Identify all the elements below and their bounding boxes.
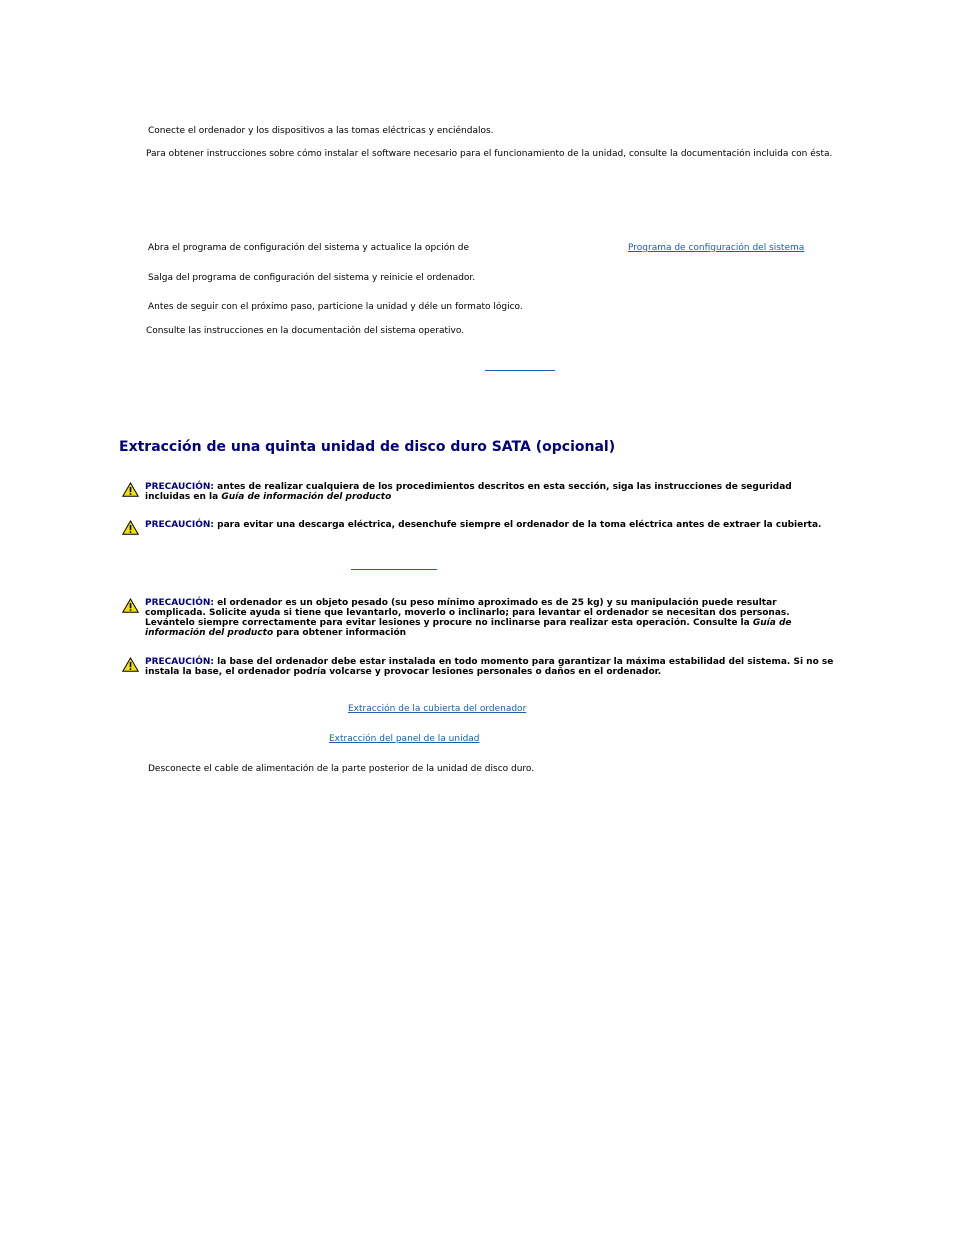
cover-removal-link[interactable]: Extracción de la cubierta del ordenador	[348, 704, 527, 714]
panel-removal-link[interactable]: Extracción del panel de la unidad	[329, 734, 480, 744]
step-software: Para obtener instrucciones sobre cómo instalar el software necesario para el funcionamiento de la unidad, consulte la documentación incluida con ésta.	[146, 149, 833, 159]
caution-text: el ordenador es un objeto pesado (su peso mínimo aproximado es de 25 kg) y su manipulación puede resultar complicada. Solicite ayuda si tiene que levantarlo, moverlo o inclinarlo; para levantar el ordenador se necesitan dos personas. Levántelo siempre correctamente para evitar lesiones y procure no inclinarse para realizar esta operación. Consulte la	[145, 598, 790, 628]
link-underline-rule[interactable]	[351, 569, 437, 570]
caution-safety-instructions	[122, 482, 834, 502]
caution-label: PRECAUCIÓN:	[145, 598, 215, 608]
caution-text: antes de realizar cualquiera de los procedimientos descritos en esta sección, siga las instrucciones de seguridad incluidas en la	[145, 482, 792, 502]
section-title: Extracción de una quinta unidad de disco duro SATA (opcional)	[119, 439, 616, 455]
caution-heavy-computer	[122, 598, 834, 638]
caution-text: la base del ordenador debe estar instalada en todo momento para garantizar la máxima estabilidad del sistema. Si no se instala la base, el ordenador podría volcarse y provocar lesiones personales o daños en el ordenador.	[145, 657, 834, 677]
link-underline-rule[interactable]	[485, 370, 555, 371]
warning-icon	[122, 482, 139, 497]
caution-label: PRECAUCIÓN:	[145, 482, 215, 492]
step-setup-open: Abra el programa de configuración del sistema y actualice la opción de	[148, 243, 470, 253]
warning-icon	[122, 657, 139, 672]
step-connect: Conecte el ordenador y los dispositivos a las tomas eléctricas y enciéndalos.	[148, 126, 494, 136]
caution-label: PRECAUCIÓN:	[145, 520, 215, 530]
caution-electric-shock	[122, 520, 834, 530]
step-os-docs: Consulte las instrucciones en la documentación del sistema operativo.	[146, 326, 465, 336]
caution-italic-text: Guía de información del producto	[221, 492, 392, 502]
warning-icon	[122, 520, 139, 535]
caution-italic-text: Guía de información del producto	[145, 618, 792, 638]
caution-text: para evitar una descarga eléctrica, desenchufe siempre el ordenador de la toma eléctrica antes de extraer la cubierta.	[217, 520, 822, 530]
step-exit-setup: Salga del programa de configuración del sistema y reinicie el ordenador.	[148, 273, 476, 283]
setup-program-link[interactable]: Programa de configuración del sistema	[628, 243, 805, 253]
step-disconnect-power: Desconecte el cable de alimentación de la parte posterior de la unidad de disco duro.	[148, 764, 535, 774]
caution-tail-text: para obtener información	[276, 628, 407, 638]
warning-icon	[122, 598, 139, 613]
caution-label: PRECAUCIÓN:	[145, 657, 215, 667]
step-partition: Antes de seguir con el próximo paso, particione la unidad y déle un formato lógico.	[148, 302, 523, 312]
caution-base-stability	[122, 657, 834, 677]
